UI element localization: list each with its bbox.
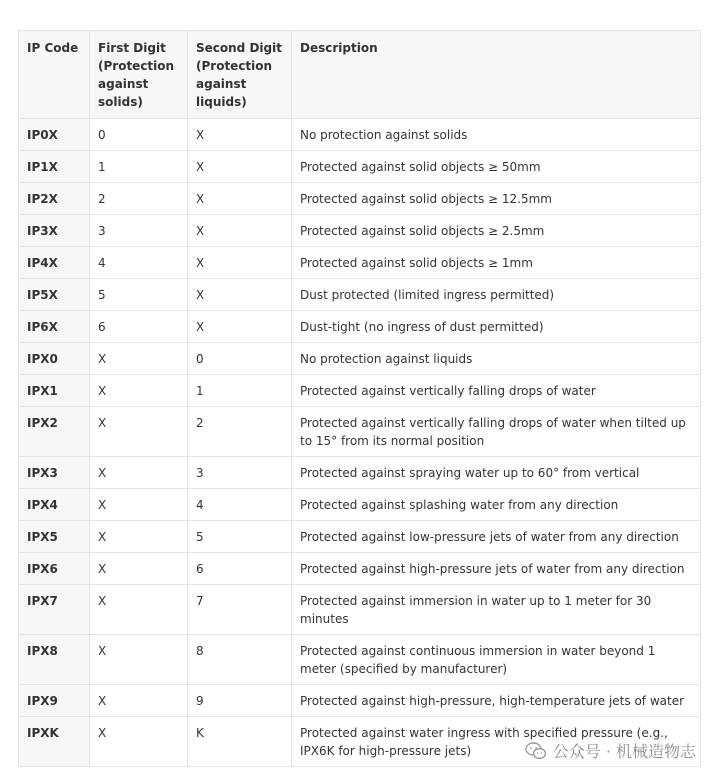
cell-first-digit: 2 [90,183,188,215]
cell-description: Protected against spraying water up to 60° from vertical [292,457,701,489]
table-row [19,119,701,151]
cell-second-digit: X [188,151,292,183]
cell-first-digit: 0 [90,119,188,151]
table-row [19,247,701,279]
cell-first-digit: 5 [90,279,188,311]
header-ip-code: IP Code [19,31,90,119]
table-row [19,375,701,407]
cell-first-digit: 3 [90,215,188,247]
cell-second-digit: 2 [188,407,292,457]
cell-description: Protected against immersion in water up to 1 meter for 30 minutes [292,585,701,635]
cell-second-digit: X [188,311,292,343]
cell-ip-code: IPX4 [19,489,90,521]
table-row [19,457,701,489]
table-row [19,183,701,215]
table-row [19,215,701,247]
table-row [19,685,701,717]
cell-second-digit: 8 [188,635,292,685]
table-row [19,311,701,343]
cell-first-digit: X [90,635,188,685]
header-second-digit: Second Digit (Protection against liquids) [188,31,292,119]
cell-ip-code: IPX5 [19,521,90,553]
cell-ip-code: IPX6 [19,553,90,585]
cell-second-digit: 4 [188,489,292,521]
cell-description: No protection against solids [292,119,701,151]
cell-ip-code: IPX0 [19,343,90,375]
watermark [525,739,696,762]
cell-second-digit: 3 [188,457,292,489]
cell-ip-code: IPX1 [19,375,90,407]
table-row [19,635,701,685]
cell-first-digit: X [90,521,188,553]
cell-second-digit: K [188,717,292,767]
table-row [19,343,701,375]
cell-ip-code: IPX2 [19,407,90,457]
cell-ip-code: IP0X [19,119,90,151]
cell-ip-code: IP5X [19,279,90,311]
cell-first-digit: 6 [90,311,188,343]
cell-second-digit: 0 [188,343,292,375]
cell-first-digit: X [90,553,188,585]
cell-ip-code: IPX7 [19,585,90,635]
cell-description: Protected against high-pressure jets of water from any direction [292,553,701,585]
cell-description: Protected against high-pressure, high-temperature jets of water [292,685,701,717]
cell-first-digit: X [90,685,188,717]
cell-ip-code: IP2X [19,183,90,215]
cell-description: Protected against solid objects ≥ 1mm [292,247,701,279]
header-first-digit: First Digit (Protection against solids) [90,31,188,119]
table-row [19,151,701,183]
cell-first-digit: 4 [90,247,188,279]
cell-description: No protection against liquids [292,343,701,375]
cell-second-digit: 9 [188,685,292,717]
cell-first-digit: X [90,717,188,767]
cell-ip-code: IPX8 [19,635,90,685]
cell-second-digit: 1 [188,375,292,407]
cell-description: Protected against continuous immersion in water beyond 1 meter (specified by manufacturer) [292,635,701,685]
cell-ip-code: IP3X [19,215,90,247]
watermark-text: 公众号 · 机械造物志 [552,742,696,761]
cell-description: Protected against splashing water from any direction [292,489,701,521]
cell-description: Protected against solid objects ≥ 12.5mm [292,183,701,215]
cell-second-digit: 5 [188,521,292,553]
cell-description: Dust protected (limited ingress permitted) [292,279,701,311]
cell-description: Dust-tight (no ingress of dust permitted) [292,311,701,343]
cell-ip-code: IP1X [19,151,90,183]
table-header [19,31,701,119]
table-row [19,553,701,585]
table-row [19,279,701,311]
cell-first-digit: X [90,375,188,407]
header-description: Description [292,31,701,119]
cell-first-digit: X [90,585,188,635]
cell-ip-code: IPXK [19,717,90,767]
cell-ip-code: IP6X [19,311,90,343]
cell-first-digit: X [90,407,188,457]
cell-description: Protected against solid objects ≥ 2.5mm [292,215,701,247]
cell-description: Protected against low-pressure jets of water from any direction [292,521,701,553]
table-body [19,119,701,767]
wechat-icon [525,742,547,760]
cell-ip-code: IPX3 [19,457,90,489]
table-row [19,585,701,635]
table-row [19,521,701,553]
cell-description: Protected against vertically falling drops of water [292,375,701,407]
ip-code-table [18,30,701,767]
cell-second-digit: X [188,183,292,215]
table-row [19,489,701,521]
cell-second-digit: X [188,247,292,279]
cell-first-digit: X [90,457,188,489]
cell-second-digit: X [188,279,292,311]
cell-second-digit: X [188,215,292,247]
cell-second-digit: X [188,119,292,151]
table-row [19,407,701,457]
cell-first-digit: 1 [90,151,188,183]
cell-first-digit: X [90,343,188,375]
cell-description: Protected against solid objects ≥ 50mm [292,151,701,183]
cell-description: Protected against vertically falling drops of water when tilted up to 15° from its normal position [292,407,701,457]
cell-second-digit: 7 [188,585,292,635]
cell-second-digit: 6 [188,553,292,585]
cell-ip-code: IP4X [19,247,90,279]
cell-ip-code: IPX9 [19,685,90,717]
header-row [19,31,701,119]
cell-description: Protected against water ingress with specified pressure (e.g., IPX6K for high-pressure jets) [292,717,701,767]
cell-first-digit: X [90,489,188,521]
